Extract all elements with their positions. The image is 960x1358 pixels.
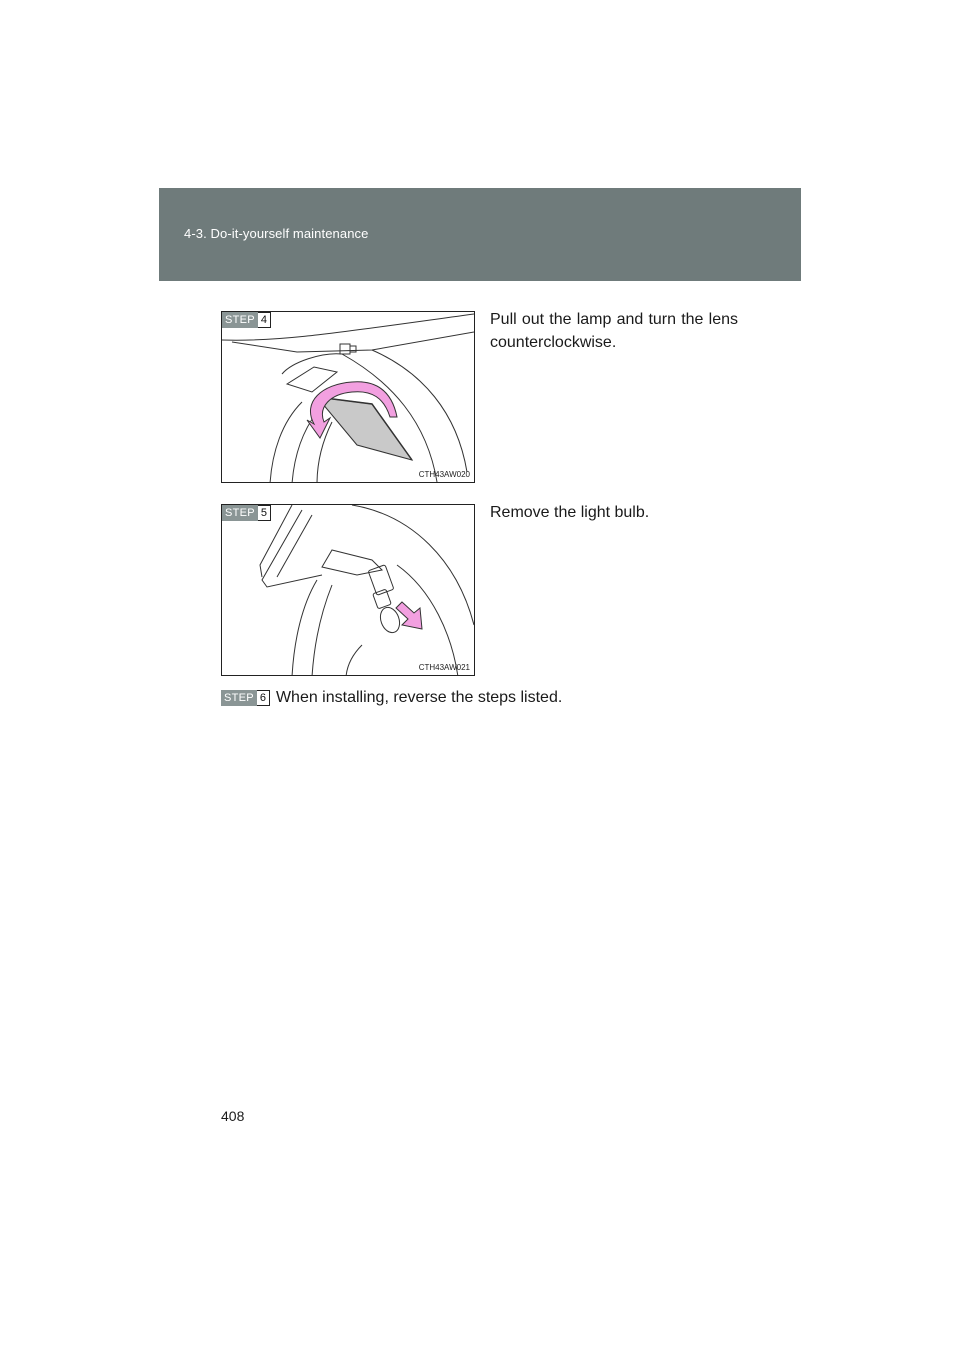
step-6-row: [221, 689, 562, 707]
step-6-text: When installing, reverse the steps listed.: [275, 689, 563, 706]
lamp-removal-illustration: [222, 312, 475, 483]
step-badge-4: STEP 4: [222, 312, 271, 328]
section-header: [159, 188, 801, 281]
step-5-text: Remove the light bulb.: [490, 504, 650, 521]
step-4-text: Pull out the lamp and turn the lens counterclockwise.: [490, 311, 738, 351]
figure-step-5: [221, 504, 475, 676]
step-badge-5: STEP 5: [222, 505, 271, 521]
figure-code: CTH43AW021: [418, 663, 470, 672]
figure-code: CTH43AW020: [418, 470, 470, 479]
page-number: 408: [221, 1108, 245, 1124]
bulb-removal-illustration: [222, 505, 475, 676]
step-badge-6: STEP 6: [221, 690, 270, 706]
figure-step-4: [221, 311, 475, 483]
section-title: 4-3. Do-it-yourself maintenance: [184, 226, 369, 241]
